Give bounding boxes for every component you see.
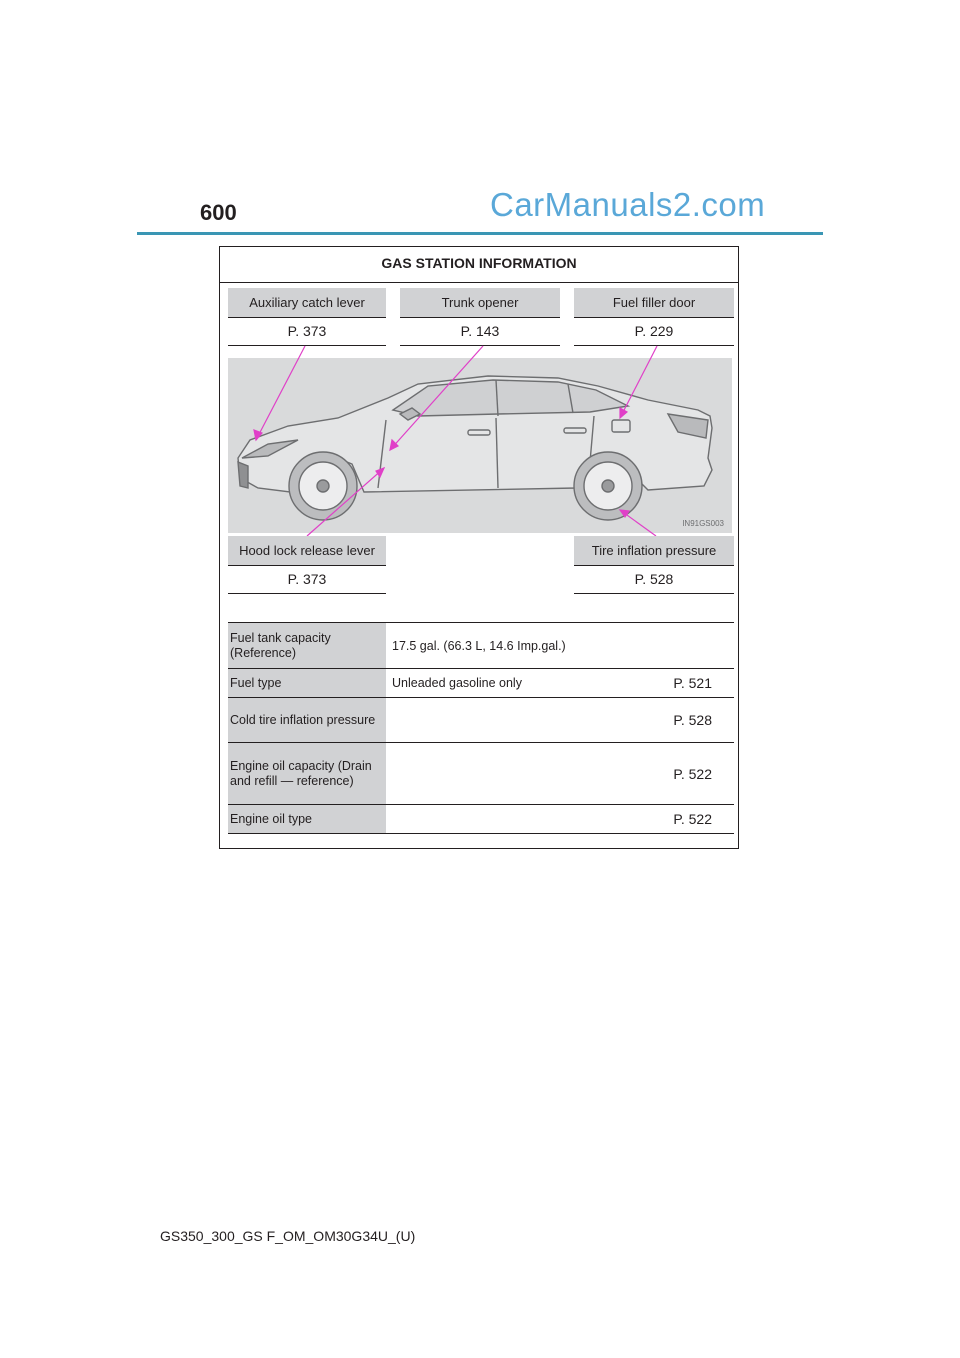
ref-fuel-filler-door[interactable]: P. 229 — [574, 318, 734, 346]
label-trunk-opener: Trunk opener — [400, 288, 560, 318]
label-fuel-filler-door: Fuel filler door — [574, 288, 734, 318]
spec-label-engine-oil-type: Engine oil type — [228, 805, 386, 833]
spec-value-fuel-tank-capacity — [386, 623, 734, 668]
ref-auxiliary-catch-lever[interactable]: P. 373 — [228, 318, 386, 346]
spec-label-fuel-type: Fuel type — [228, 669, 386, 697]
watermark-logo: CarManuals2.com — [490, 186, 766, 223]
ref-trunk-opener[interactable]: P. 143 — [400, 318, 560, 346]
spec-value-text: 17.5 gal. (66.3 L, 14.6 Imp.gal.) — [392, 638, 566, 653]
table-row — [228, 805, 734, 834]
spec-ref-engine-oil-capacity[interactable]: P. 522 — [673, 765, 712, 782]
image-code: IN91GS003 — [682, 519, 724, 528]
car-illustration — [228, 358, 732, 533]
spec-value-engine-oil-type — [386, 805, 734, 833]
ref-hood-lock-release-lever[interactable]: P. 373 — [228, 566, 386, 594]
spec-value-cold-tire-inflation — [386, 698, 734, 742]
table-row — [228, 698, 734, 743]
spec-label-engine-oil-capacity: Engine oil capacity (Drain and refill — reference) — [228, 743, 386, 804]
footer-document-code: GS350_300_GS F_OM_OM30G34U_(U) — [160, 1228, 416, 1244]
spec-table — [228, 622, 734, 834]
label-tire-inflation-pressure: Tire inflation pressure — [574, 536, 734, 566]
spec-label-cold-tire-inflation: Cold tire inflation pressure — [228, 698, 386, 742]
spec-value-engine-oil-capacity — [386, 743, 734, 804]
header-rule — [137, 232, 823, 235]
spec-value-fuel-type — [386, 669, 734, 697]
table-row — [228, 623, 734, 669]
spec-ref-fuel-type[interactable]: P. 521 — [673, 675, 712, 691]
ref-tire-inflation-pressure[interactable]: P. 528 — [574, 566, 734, 594]
panel-title: GAS STATION INFORMATION — [220, 247, 738, 283]
spec-label-fuel-tank-capacity: Fuel tank capacity (Reference) — [228, 623, 386, 668]
label-auxiliary-catch-lever: Auxiliary catch lever — [228, 288, 386, 318]
spec-ref-engine-oil-type[interactable]: P. 522 — [673, 811, 712, 827]
spec-ref-cold-tire-inflation[interactable]: P. 528 — [673, 712, 712, 728]
table-row — [228, 743, 734, 805]
label-hood-lock-release-lever: Hood lock release lever — [228, 536, 386, 566]
table-row — [228, 669, 734, 698]
spec-value-text: Unleaded gasoline only — [392, 676, 522, 690]
page-number: 600 — [200, 200, 237, 225]
